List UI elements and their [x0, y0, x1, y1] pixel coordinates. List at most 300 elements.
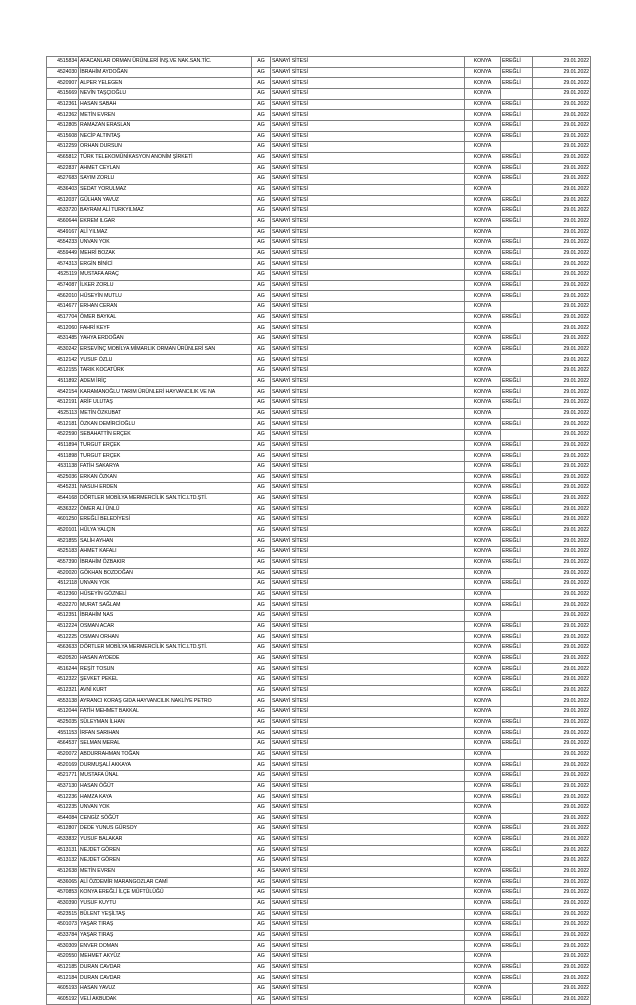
cell-date: 29.01.2022 [533, 994, 591, 1005]
cell-date: 29.01.2022 [533, 866, 591, 877]
cell-voltage-type: AG [252, 504, 271, 515]
cell-subscriber-name: HÜSEYİN GÖZNELİ [79, 589, 252, 600]
cell-date: 29.01.2022 [533, 78, 591, 89]
cell-location: SANAYİ SİTESİ [271, 930, 465, 941]
cell-voltage-type: AG [252, 525, 271, 536]
cell-subscriber-id: 4565812 [47, 152, 79, 163]
cell-voltage-type: AG [252, 163, 271, 174]
cell-subscriber-name: TÜRK TELEKOMÜNİKASYON ANONİM ŞİRKETİ [79, 152, 252, 163]
cell-district: EREĞLİ [501, 451, 533, 462]
cell-district [501, 696, 533, 707]
cell-voltage-type: AG [252, 696, 271, 707]
cell-city: KONYA [465, 685, 501, 696]
cell-date: 29.01.2022 [533, 280, 591, 291]
table-row [47, 600, 591, 611]
cell-subscriber-id: 4512259 [47, 142, 79, 153]
cell-subscriber-name: HASAN YAVUZ [79, 984, 252, 995]
cell-subscriber-name: ÖZKAN DEMİRCİOĞLU [79, 419, 252, 430]
cell-district: EREĞLİ [501, 643, 533, 654]
cell-date: 29.01.2022 [533, 696, 591, 707]
cell-subscriber-name: HASAN SABAH [79, 99, 252, 110]
cell-subscriber-name: MEHMET AKYÜZ [79, 952, 252, 963]
table-row [47, 355, 591, 366]
cell-location: SANAYİ SİTESİ [271, 120, 465, 131]
cell-location: SANAYİ SİTESİ [271, 78, 465, 89]
cell-date: 29.01.2022 [533, 557, 591, 568]
cell-date: 29.01.2022 [533, 493, 591, 504]
cell-city: KONYA [465, 408, 501, 419]
cell-date: 29.01.2022 [533, 770, 591, 781]
cell-subscriber-id: 4570853 [47, 888, 79, 899]
cell-voltage-type: AG [252, 856, 271, 867]
cell-date: 29.01.2022 [533, 110, 591, 121]
cell-subscriber-name: İRFAN SARIHAN [79, 728, 252, 739]
cell-city: KONYA [465, 398, 501, 409]
cell-subscriber-id: 4574313 [47, 259, 79, 270]
cell-subscriber-id: 4563633 [47, 643, 79, 654]
table-row [47, 493, 591, 504]
cell-subscriber-id: 4515834 [47, 57, 79, 68]
cell-district [501, 142, 533, 153]
cell-voltage-type: AG [252, 227, 271, 238]
cell-date: 29.01.2022 [533, 962, 591, 973]
cell-district [501, 227, 533, 238]
cell-subscriber-name: YUSUF BALAKAR [79, 834, 252, 845]
table-row [47, 813, 591, 824]
table-row [47, 728, 591, 739]
cell-city: KONYA [465, 877, 501, 888]
cell-city: KONYA [465, 909, 501, 920]
cell-location: SANAYİ SİTESİ [271, 749, 465, 760]
cell-district [501, 366, 533, 377]
cell-date: 29.01.2022 [533, 398, 591, 409]
cell-voltage-type: AG [252, 770, 271, 781]
cell-location: SANAYİ SİTESİ [271, 685, 465, 696]
cell-subscriber-id: 4521771 [47, 770, 79, 781]
cell-date: 29.01.2022 [533, 952, 591, 963]
cell-city: KONYA [465, 781, 501, 792]
cell-district [501, 302, 533, 313]
cell-voltage-type: AG [252, 57, 271, 68]
cell-location: SANAYİ SİTESİ [271, 472, 465, 483]
cell-date: 29.01.2022 [533, 600, 591, 611]
cell-subscriber-name: NEVİN TAŞÇIOĞLU [79, 88, 252, 99]
cell-subscriber-id: 4520550 [47, 952, 79, 963]
cell-district: EREĞLİ [501, 376, 533, 387]
cell-voltage-type: AG [252, 429, 271, 440]
cell-city: KONYA [465, 483, 501, 494]
cell-date: 29.01.2022 [533, 270, 591, 281]
cell-voltage-type: AG [252, 174, 271, 185]
cell-date: 29.01.2022 [533, 739, 591, 750]
cell-subscriber-id: 4512191 [47, 398, 79, 409]
cell-date: 29.01.2022 [533, 632, 591, 643]
table-row [47, 866, 591, 877]
cell-subscriber-name: ERGİN BİNİCİ [79, 259, 252, 270]
cell-subscriber-id: 4501073 [47, 920, 79, 931]
cell-city: KONYA [465, 600, 501, 611]
cell-subscriber-name: DEDE YUNUS GÜRSOY [79, 824, 252, 835]
cell-location: SANAYİ SİTESİ [271, 440, 465, 451]
cell-city: KONYA [465, 728, 501, 739]
cell-date: 29.01.2022 [533, 579, 591, 590]
cell-date: 29.01.2022 [533, 888, 591, 899]
table-row [47, 994, 591, 1005]
cell-location: SANAYİ SİTESİ [271, 323, 465, 334]
cell-subscriber-id: 4511898 [47, 451, 79, 462]
cell-district: EREĞLİ [501, 152, 533, 163]
cell-voltage-type: AG [252, 664, 271, 675]
cell-district: EREĞLİ [501, 845, 533, 856]
cell-location: SANAYİ SİTESİ [271, 142, 465, 153]
cell-subscriber-name: FATİH MEHMET BAKKAL [79, 707, 252, 718]
cell-subscriber-id: 4557390 [47, 557, 79, 568]
cell-voltage-type: AG [252, 408, 271, 419]
cell-voltage-type: AG [252, 291, 271, 302]
cell-date: 29.01.2022 [533, 99, 591, 110]
cell-district: EREĞLİ [501, 248, 533, 259]
cell-subscriber-name: SAYIM ZORLU [79, 174, 252, 185]
table-row [47, 685, 591, 696]
cell-subscriber-id: 4537130 [47, 781, 79, 792]
cell-location: SANAYİ SİTESİ [271, 152, 465, 163]
cell-location: SANAYİ SİTESİ [271, 216, 465, 227]
cell-district: EREĞLİ [501, 312, 533, 323]
cell-subscriber-id: 4536322 [47, 504, 79, 515]
cell-subscriber-name: DÖRTLER MOBİLYA MERMERCİLİK SAN.TİC.LTD.ŞTİ. [79, 643, 252, 654]
cell-date: 29.01.2022 [533, 344, 591, 355]
cell-subscriber-id: 4523515 [47, 909, 79, 920]
cell-location: SANAYİ SİTESİ [271, 920, 465, 931]
cell-city: KONYA [465, 717, 501, 728]
cell-location: SANAYİ SİTESİ [271, 792, 465, 803]
cell-location: SANAYİ SİTESİ [271, 643, 465, 654]
cell-voltage-type: AG [252, 120, 271, 131]
cell-location: SANAYİ SİTESİ [271, 984, 465, 995]
cell-city: KONYA [465, 525, 501, 536]
cell-subscriber-id: 4520072 [47, 749, 79, 760]
cell-city: KONYA [465, 493, 501, 504]
cell-subscriber-name: İBRAHİM AYDOĞAN [79, 67, 252, 78]
table-row [47, 227, 591, 238]
cell-subscriber-name: İBRAHİM ÖZBAKIR [79, 557, 252, 568]
cell-city: KONYA [465, 142, 501, 153]
cell-district: EREĞLİ [501, 472, 533, 483]
table-row [47, 472, 591, 483]
cell-subscriber-name: EKREM ILGAR [79, 216, 252, 227]
cell-voltage-type: AG [252, 749, 271, 760]
cell-subscriber-id: 4553138 [47, 696, 79, 707]
cell-subscriber-id: 4520101 [47, 525, 79, 536]
cell-subscriber-name: OSMAN ACAR [79, 621, 252, 632]
table-row [47, 376, 591, 387]
table-row [47, 717, 591, 728]
cell-voltage-type: AG [252, 483, 271, 494]
cell-location: SANAYİ SİTESİ [271, 419, 465, 430]
table-row [47, 664, 591, 675]
cell-subscriber-name: YUSUF ÖZLU [79, 355, 252, 366]
table-row [47, 984, 591, 995]
table-row [47, 632, 591, 643]
cell-subscriber-name: FATİH SAKARYA [79, 461, 252, 472]
table-row [47, 920, 591, 931]
cell-city: KONYA [465, 238, 501, 249]
cell-district: EREĞLİ [501, 781, 533, 792]
cell-voltage-type: AG [252, 739, 271, 750]
cell-voltage-type: AG [252, 152, 271, 163]
cell-city: KONYA [465, 419, 501, 430]
table-row [47, 398, 591, 409]
cell-city: KONYA [465, 280, 501, 291]
cell-subscriber-id: 4525183 [47, 547, 79, 558]
table-row [47, 579, 591, 590]
table-row [47, 856, 591, 867]
table-row [47, 483, 591, 494]
cell-date: 29.01.2022 [533, 568, 591, 579]
cell-city: KONYA [465, 813, 501, 824]
cell-city: KONYA [465, 302, 501, 313]
cell-city: KONYA [465, 920, 501, 931]
cell-city: KONYA [465, 664, 501, 675]
cell-subscriber-name: NECİP ALTINTAŞ [79, 131, 252, 142]
cell-voltage-type: AG [252, 206, 271, 217]
cell-date: 29.01.2022 [533, 621, 591, 632]
table-row [47, 238, 591, 249]
table-row [47, 206, 591, 217]
cell-city: KONYA [465, 930, 501, 941]
cell-district: EREĞLİ [501, 547, 533, 558]
cell-subscriber-name: TURGUT ERÇEK [79, 451, 252, 462]
cell-date: 29.01.2022 [533, 834, 591, 845]
cell-location: SANAYİ SİTESİ [271, 429, 465, 440]
cell-subscriber-id: 4545231 [47, 483, 79, 494]
cell-subscriber-id: 4530390 [47, 898, 79, 909]
cell-district: EREĞLİ [501, 270, 533, 281]
cell-location: SANAYİ SİTESİ [271, 280, 465, 291]
cell-location: SANAYİ SİTESİ [271, 866, 465, 877]
cell-voltage-type: AG [252, 280, 271, 291]
cell-voltage-type: AG [252, 707, 271, 718]
cell-district: EREĞLİ [501, 120, 533, 131]
table-container [46, 56, 590, 1005]
cell-district: EREĞLİ [501, 344, 533, 355]
table-row [47, 366, 591, 377]
cell-city: KONYA [465, 152, 501, 163]
cell-subscriber-id: 4551153 [47, 728, 79, 739]
cell-date: 29.01.2022 [533, 547, 591, 558]
cell-location: SANAYİ SİTESİ [271, 653, 465, 664]
cell-date: 29.01.2022 [533, 131, 591, 142]
cell-location: SANAYİ SİTESİ [271, 184, 465, 195]
cell-city: KONYA [465, 366, 501, 377]
cell-subscriber-name: ALPER YELEGEN [79, 78, 252, 89]
cell-date: 29.01.2022 [533, 88, 591, 99]
cell-date: 29.01.2022 [533, 653, 591, 664]
cell-date: 29.01.2022 [533, 781, 591, 792]
cell-subscriber-name: EREĞLİ BELEDİYESİ [79, 515, 252, 526]
cell-date: 29.01.2022 [533, 206, 591, 217]
cell-date: 29.01.2022 [533, 611, 591, 622]
cell-subscriber-name: ARİF ULUTAŞ [79, 398, 252, 409]
cell-district: EREĞLİ [501, 67, 533, 78]
cell-date: 29.01.2022 [533, 792, 591, 803]
cell-subscriber-id: 4560644 [47, 216, 79, 227]
cell-subscriber-id: 4512184 [47, 973, 79, 984]
cell-subscriber-name: YAŞAR TIRAŞ [79, 930, 252, 941]
table-row [47, 131, 591, 142]
cell-subscriber-id: 4512360 [47, 589, 79, 600]
cell-date: 29.01.2022 [533, 675, 591, 686]
cell-location: SANAYİ SİTESİ [271, 994, 465, 1005]
cell-city: KONYA [465, 387, 501, 398]
cell-location: SANAYİ SİTESİ [271, 760, 465, 771]
cell-subscriber-id: 4559449 [47, 248, 79, 259]
cell-date: 29.01.2022 [533, 57, 591, 68]
cell-district [501, 611, 533, 622]
cell-subscriber-name: MUSTAFA ARAÇ [79, 270, 252, 281]
cell-district: EREĞLİ [501, 621, 533, 632]
cell-location: SANAYİ SİTESİ [271, 461, 465, 472]
cell-voltage-type: AG [252, 536, 271, 547]
cell-subscriber-name: HÜSEYİN MUTLU [79, 291, 252, 302]
cell-location: SANAYİ SİTESİ [271, 962, 465, 973]
cell-date: 29.01.2022 [533, 440, 591, 451]
table-row [47, 877, 591, 888]
cell-city: KONYA [465, 707, 501, 718]
cell-city: KONYA [465, 355, 501, 366]
cell-subscriber-name: HÜLYA YALÇIN [79, 525, 252, 536]
cell-subscriber-name: BÜLENT YEŞİLTAŞ [79, 909, 252, 920]
cell-location: SANAYİ SİTESİ [271, 813, 465, 824]
cell-subscriber-name: AYRANCI KORAŞ GIDA HAYVANCILIK NAKLİYE PETRO [79, 696, 252, 707]
cell-date: 29.01.2022 [533, 536, 591, 547]
cell-location: SANAYİ SİTESİ [271, 589, 465, 600]
cell-subscriber-id: 4574087 [47, 280, 79, 291]
cell-district: EREĞLİ [501, 131, 533, 142]
cell-subscriber-name: MUSTAFA ÜNAL [79, 770, 252, 781]
cell-district [501, 184, 533, 195]
table-row [47, 739, 591, 750]
cell-district: EREĞLİ [501, 163, 533, 174]
table-row [47, 67, 591, 78]
cell-city: KONYA [465, 675, 501, 686]
table-row [47, 930, 591, 941]
cell-location: SANAYİ SİTESİ [271, 664, 465, 675]
cell-subscriber-id: 4522837 [47, 163, 79, 174]
table-row [47, 248, 591, 259]
cell-subscriber-id: 4520520 [47, 653, 79, 664]
cell-subscriber-name: YAHYA ERDOĞAN [79, 334, 252, 345]
cell-subscriber-name: FAHRİ KEYF [79, 323, 252, 334]
cell-district: EREĞLİ [501, 792, 533, 803]
cell-city: KONYA [465, 653, 501, 664]
cell-subscriber-name: YUSUF KUYTU [79, 898, 252, 909]
table-row [47, 643, 591, 654]
cell-district: EREĞLİ [501, 419, 533, 430]
cell-city: KONYA [465, 739, 501, 750]
cell-date: 29.01.2022 [533, 67, 591, 78]
cell-district: EREĞLİ [501, 866, 533, 877]
cell-date: 29.01.2022 [533, 685, 591, 696]
cell-location: SANAYİ SİTESİ [271, 408, 465, 419]
cell-district: EREĞLİ [501, 195, 533, 206]
cell-district: EREĞLİ [501, 962, 533, 973]
cell-subscriber-name: İBRAHİM NAS [79, 611, 252, 622]
cell-voltage-type: AG [252, 760, 271, 771]
cell-subscriber-id: 4520020 [47, 568, 79, 579]
cell-subscriber-id: 4512142 [47, 355, 79, 366]
cell-voltage-type: AG [252, 781, 271, 792]
cell-district: EREĞLİ [501, 728, 533, 739]
cell-city: KONYA [465, 120, 501, 131]
cell-subscriber-id: 4511892 [47, 376, 79, 387]
table-body [47, 57, 591, 1005]
cell-city: KONYA [465, 536, 501, 547]
cell-subscriber-id: 4512322 [47, 675, 79, 686]
cell-city: KONYA [465, 227, 501, 238]
table-row [47, 451, 591, 462]
cell-district: EREĞLİ [501, 536, 533, 547]
cell-voltage-type: AG [252, 930, 271, 941]
cell-district: EREĞLİ [501, 685, 533, 696]
cell-voltage-type: AG [252, 67, 271, 78]
cell-subscriber-name: YAŞAR TIRAŞ [79, 920, 252, 931]
cell-subscriber-name: İLKER ZORLU [79, 280, 252, 291]
cell-city: KONYA [465, 461, 501, 472]
table-row [47, 184, 591, 195]
table-row [47, 291, 591, 302]
cell-date: 29.01.2022 [533, 227, 591, 238]
cell-location: SANAYİ SİTESİ [271, 568, 465, 579]
cell-location: SANAYİ SİTESİ [271, 504, 465, 515]
subscriber-table [46, 56, 591, 1005]
cell-date: 29.01.2022 [533, 174, 591, 185]
cell-date: 29.01.2022 [533, 984, 591, 995]
cell-date: 29.01.2022 [533, 664, 591, 675]
cell-subscriber-name: HASAN ÖĞÜT [79, 781, 252, 792]
cell-district: EREĞLİ [501, 504, 533, 515]
cell-subscriber-id: 4512044 [47, 707, 79, 718]
cell-district [501, 952, 533, 963]
cell-voltage-type: AG [252, 685, 271, 696]
cell-voltage-type: AG [252, 952, 271, 963]
cell-date: 29.01.2022 [533, 216, 591, 227]
cell-date: 29.01.2022 [533, 451, 591, 462]
cell-city: KONYA [465, 99, 501, 110]
cell-date: 29.01.2022 [533, 845, 591, 856]
cell-voltage-type: AG [252, 398, 271, 409]
cell-date: 29.01.2022 [533, 898, 591, 909]
cell-subscriber-name: SÜLEYMAN İLHAN [79, 717, 252, 728]
cell-city: KONYA [465, 291, 501, 302]
cell-district: EREĞLİ [501, 930, 533, 941]
cell-location: SANAYİ SİTESİ [271, 717, 465, 728]
table-row [47, 99, 591, 110]
cell-voltage-type: AG [252, 557, 271, 568]
table-row [47, 163, 591, 174]
cell-subscriber-name: UNVAN YOK [79, 579, 252, 590]
cell-voltage-type: AG [252, 653, 271, 664]
cell-subscriber-name: MEHRİ BOZAK [79, 248, 252, 259]
cell-date: 29.01.2022 [533, 941, 591, 952]
cell-city: KONYA [465, 696, 501, 707]
cell-date: 29.01.2022 [533, 707, 591, 718]
cell-location: SANAYİ SİTESİ [271, 952, 465, 963]
cell-subscriber-name: ALİ YILMAZ [79, 227, 252, 238]
table-row [47, 216, 591, 227]
cell-subscriber-name: ENVER DOMAN [79, 941, 252, 952]
cell-district: EREĞLİ [501, 717, 533, 728]
